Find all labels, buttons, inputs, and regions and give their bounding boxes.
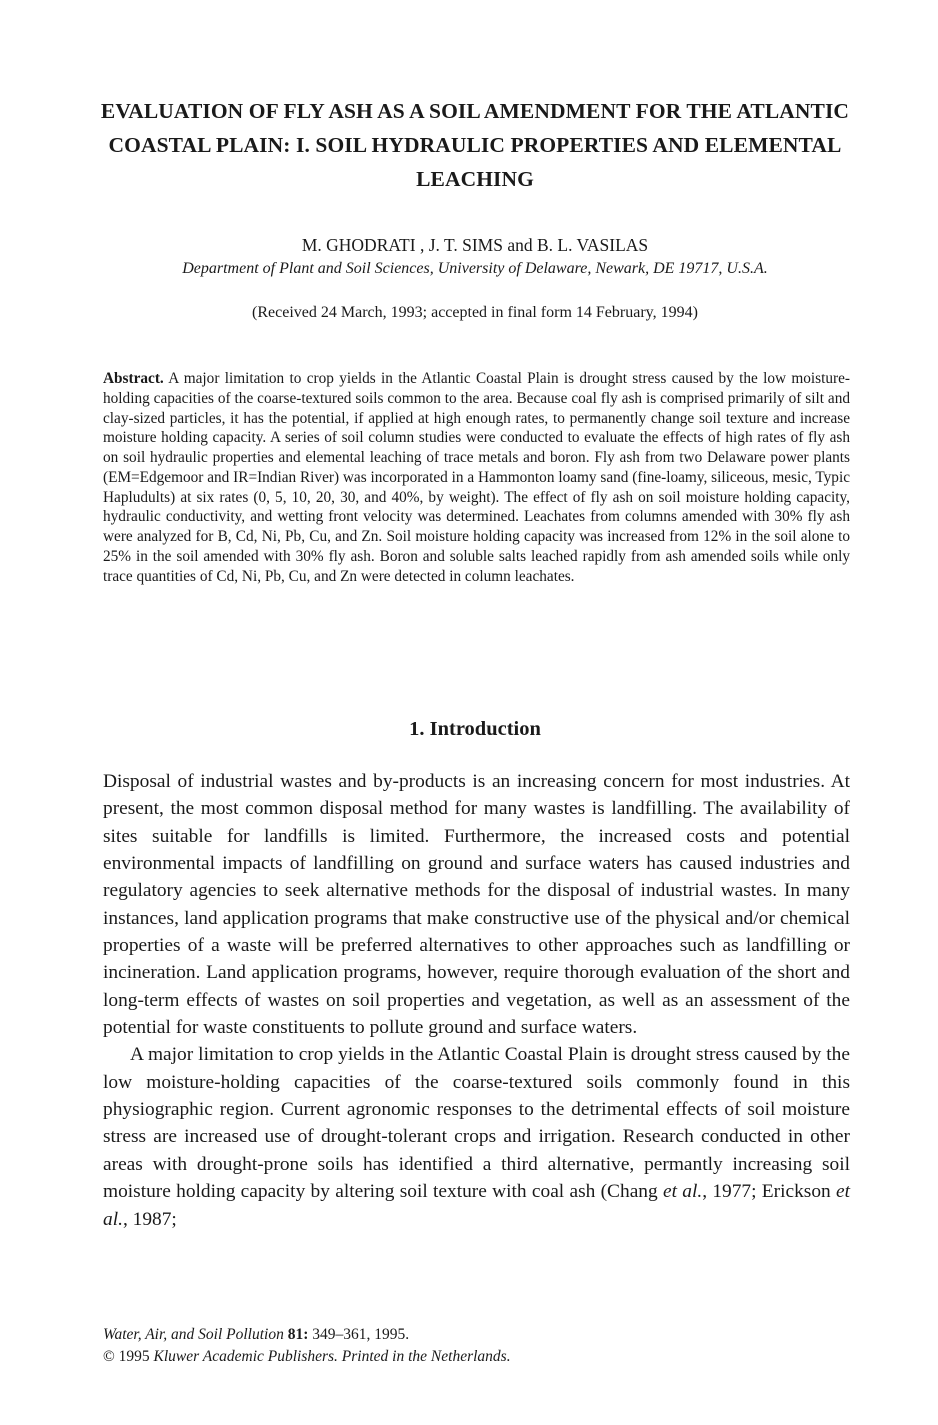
received-dates: (Received 24 March, 1993; accepted in final form 14 February, 1994)	[252, 304, 698, 321]
journal-name: Water, Air, and Soil Pollution	[103, 1326, 284, 1343]
journal-volume: 81:	[287, 1326, 309, 1343]
introduction-paragraph-2	[103, 1041, 850, 1232]
affiliation: Department of Plant and Soil Sciences, University of Delaware, Newark, DE 19717, U.S.A.	[182, 260, 768, 277]
citation-etal: et al.	[662, 1181, 703, 1203]
paragraph-2-text: A major limitation to crop yields in the Atlantic Coastal Plain is drought stress caused by the low moisture-holding capacities of the coarse-textured soils commonly found in this physiographic region. Current agronomic responses to the detrimental effects of soil moisture stress are increased use of drought-tolerant crops and irrigation. Research conducted in other areas with drought-prone soils has identified a third alternative, permantly increasing soil moisture holding capacity by altering soil texture with coal ash (Chang	[103, 1044, 850, 1203]
journal-reference	[103, 1324, 850, 1346]
abstract	[103, 369, 850, 586]
copyright-prefix: © 1995	[103, 1348, 154, 1365]
copyright-line	[103, 1346, 850, 1368]
citation-2-year: , 1987;	[122, 1208, 177, 1230]
introduction-body	[103, 768, 850, 1233]
journal-pages: 349–361, 1995.	[312, 1326, 410, 1343]
publisher-name: Kluwer Academic Publishers. Printed in the Netherlands.	[153, 1348, 511, 1365]
citation-etal: et al.	[103, 1181, 850, 1230]
abstract-label: Abstract.	[103, 370, 164, 387]
author-list: M. GHODRATI , J. T. SIMS and B. L. VASILAS	[301, 235, 649, 255]
introduction-paragraph-1: Disposal of industrial wastes and by-products is an increasing concern for most industries. At present, the most common disposal method for many wastes is landfilling. The availability of sites suitable for landfills is limited. Furthermore, the increased costs and potential environmental impacts of landfilling on ground and surface waters has caused industries and regulatory agencies to seek alternative methods for the disposal of industrial wastes. In many instances, land application programs that make constructive use of the physical and/or chemical properties of a waste will be preferred alternatives to other approaches such as landfilling or incineration. Land application programs, however, require thorough evaluation of the short and long-term effects of wastes on soil properties and vegetation, as well as an assessment of the potential for waste constituents to pollute ground and surface waters.	[103, 771, 850, 1039]
citation-1-year: , 1977; Erickson	[702, 1181, 836, 1203]
paper-title: EVALUATION OF FLY ASH AS A SOIL AMENDMENT FOR THE ATLANTIC COASTAL PLAIN: I. SOIL HYDRAULIC PROPERTIES AND ELEMENTAL LEACHING	[100, 99, 850, 191]
section-heading-introduction: 1. Introduction	[409, 718, 541, 740]
abstract-text: A major limitation to crop yields in the Atlantic Coastal Plain is drought stress caused by the low moisture-holding capacities of the coarse-textured soils common to the area. Because coal fly ash is comprised primarily of silt and clay-sized particles, it has the potential, if applied at high enough rates, to permanently change soil texture and increase moisture holding capacity. A series of soil column studies were conducted to evaluate the effects of high rates of fly ash on soil hydraulic properties and elemental leaching of trace metals and boron. Fly ash from two Delaware power plants (EM=Edgemoor and IR=Indian River) was incorporated in a Hammonton loamy sand (fine-loamy, siliceous, mesic, Typic Hapludults) at six rates (0, 5, 10, 20, 30, and 40%, by weight). The effect of fly ash on soil moisture holding capacity, hydraulic conductivity, and wetting front velocity was determined. Leachates from columns amended with 30% fly ash were analyzed for B, Cd, Ni, Pb, Cu, and Zn. Soil moisture holding capacity was increased from 12% in the soil alone to 25% in the soil amended with 30% fly ash. Boron and soluble salts leached rapidly from ash amended soils while only trace quantities of Cd, Ni, Pb, Cu, and Zn were detected in column leachates.	[103, 370, 850, 585]
page-footer	[103, 1324, 850, 1368]
